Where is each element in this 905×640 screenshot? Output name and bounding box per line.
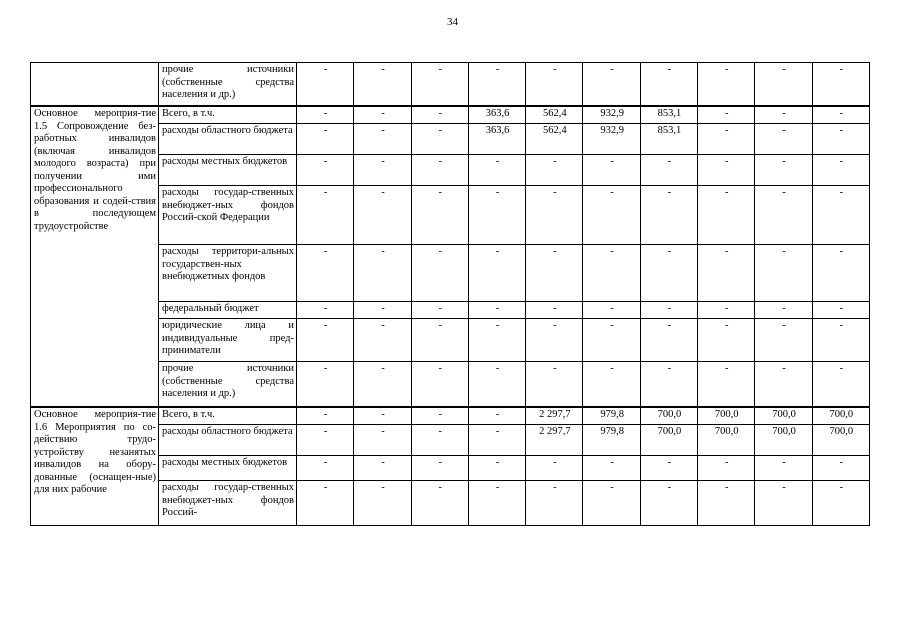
value-cell: - <box>468 245 525 302</box>
value-cell: - <box>297 186 354 245</box>
funding-source-cell: Всего, в т.ч. <box>159 106 297 124</box>
value-cell: 562,4 <box>526 124 583 155</box>
value-cell: - <box>698 124 755 155</box>
value-cell: - <box>354 362 411 408</box>
value-cell: - <box>468 155 525 186</box>
table-body <box>31 63 870 526</box>
value-cell: - <box>526 245 583 302</box>
value-cell: - <box>583 362 640 408</box>
value-cell: - <box>640 302 697 319</box>
value-cell: - <box>354 106 411 124</box>
value-cell: - <box>297 481 354 526</box>
value-cell: - <box>354 302 411 319</box>
value-cell: 700,0 <box>755 425 812 456</box>
value-cell: - <box>411 425 468 456</box>
value-cell: 700,0 <box>640 407 697 425</box>
value-cell: - <box>698 245 755 302</box>
funding-source-cell: расходы областного бюджета <box>159 124 297 155</box>
value-cell: 932,9 <box>583 106 640 124</box>
value-cell: - <box>526 186 583 245</box>
value-cell: - <box>812 245 869 302</box>
event-name-cell: Основное мероприя-тие 1.6 Мероприятия по со-действию трудо-устройству незанятых инвалидов на обору-дованные (оснащен-ные) для них рабочие <box>31 407 159 526</box>
funding-source-cell: расходы государ-ственных внебюджет-ных фондов Россий- <box>159 481 297 526</box>
event-name-cell: Основное мероприя-тие 1.5 Сопровождение без-работных инвалидов (включая инвалидов молодого возраста) при получении ими профессионального образования и содей-ствия в последующем трудоустройстве <box>31 106 159 407</box>
value-cell: - <box>812 302 869 319</box>
value-cell: - <box>812 362 869 408</box>
value-cell: 2 297,7 <box>526 407 583 425</box>
value-cell: 932,9 <box>583 124 640 155</box>
value-cell: 700,0 <box>812 425 869 456</box>
value-cell: - <box>354 155 411 186</box>
value-cell: - <box>812 186 869 245</box>
value-cell: - <box>411 362 468 408</box>
value-cell: - <box>755 362 812 408</box>
value-cell: 700,0 <box>698 407 755 425</box>
table-row <box>31 63 870 107</box>
value-cell: - <box>640 362 697 408</box>
event-cell-empty <box>31 63 159 107</box>
page-number: 34 <box>447 16 458 28</box>
value-cell: - <box>755 456 812 481</box>
value-cell: - <box>411 186 468 245</box>
value-cell: - <box>297 63 354 107</box>
value-cell: - <box>411 481 468 526</box>
value-cell: - <box>297 319 354 362</box>
value-cell: 853,1 <box>640 124 697 155</box>
table-row <box>31 106 870 124</box>
value-cell: - <box>354 481 411 526</box>
value-cell: - <box>411 155 468 186</box>
value-cell: - <box>583 319 640 362</box>
funding-source-cell: прочие источники (собственные средства населения и др.) <box>159 362 297 408</box>
value-cell: - <box>755 106 812 124</box>
value-cell: - <box>755 481 812 526</box>
table-row <box>31 407 870 425</box>
value-cell: - <box>583 63 640 107</box>
value-cell: - <box>583 302 640 319</box>
funding-source-cell: расходы областного бюджета <box>159 425 297 456</box>
value-cell: - <box>640 186 697 245</box>
value-cell: - <box>468 319 525 362</box>
value-cell: - <box>354 407 411 425</box>
value-cell: - <box>812 124 869 155</box>
value-cell: - <box>812 106 869 124</box>
value-cell: - <box>354 425 411 456</box>
value-cell: - <box>411 106 468 124</box>
value-cell: - <box>468 425 525 456</box>
value-cell: - <box>468 186 525 245</box>
value-cell: - <box>411 302 468 319</box>
funding-source-cell: расходы местных бюджетов <box>159 456 297 481</box>
value-cell: - <box>698 362 755 408</box>
value-cell: - <box>755 302 812 319</box>
value-cell: - <box>526 319 583 362</box>
value-cell: - <box>526 302 583 319</box>
value-cell: - <box>640 481 697 526</box>
value-cell: - <box>698 302 755 319</box>
value-cell: - <box>468 302 525 319</box>
value-cell: - <box>698 319 755 362</box>
value-cell: - <box>755 319 812 362</box>
funding-source-cell: расходы территори-альных государствен-ных внебюджетных фондов <box>159 245 297 302</box>
value-cell: 700,0 <box>640 425 697 456</box>
funding-source-cell: прочие источники (собственные средства населения и др.) <box>159 63 297 107</box>
value-cell: - <box>583 155 640 186</box>
funding-source-cell: Всего, в т.ч. <box>159 407 297 425</box>
value-cell: - <box>354 186 411 245</box>
value-cell: 700,0 <box>698 425 755 456</box>
value-cell: - <box>354 63 411 107</box>
value-cell: - <box>526 155 583 186</box>
value-cell: - <box>297 425 354 456</box>
value-cell: 853,1 <box>640 106 697 124</box>
value-cell: - <box>698 481 755 526</box>
value-cell: - <box>640 245 697 302</box>
value-cell: - <box>297 155 354 186</box>
budget-table <box>30 62 870 526</box>
value-cell: - <box>755 124 812 155</box>
value-cell: - <box>812 155 869 186</box>
value-cell: - <box>755 63 812 107</box>
value-cell: 979,8 <box>583 425 640 456</box>
value-cell: - <box>640 456 697 481</box>
value-cell: - <box>755 155 812 186</box>
value-cell: - <box>411 245 468 302</box>
value-cell: - <box>297 407 354 425</box>
value-cell: - <box>411 124 468 155</box>
value-cell: 363,6 <box>468 124 525 155</box>
value-cell: - <box>526 456 583 481</box>
funding-source-cell: юридические лица и индивидуальные пред-приниматели <box>159 319 297 362</box>
value-cell: - <box>468 63 525 107</box>
value-cell: - <box>583 456 640 481</box>
value-cell: - <box>354 319 411 362</box>
value-cell: - <box>297 124 354 155</box>
value-cell: - <box>526 63 583 107</box>
value-cell: - <box>468 456 525 481</box>
value-cell: - <box>583 186 640 245</box>
value-cell: - <box>698 155 755 186</box>
value-cell: 700,0 <box>755 407 812 425</box>
value-cell: - <box>526 362 583 408</box>
value-cell: - <box>640 63 697 107</box>
value-cell: 363,6 <box>468 106 525 124</box>
value-cell: 700,0 <box>812 407 869 425</box>
funding-source-cell: расходы государ-ственных внебюджет-ных фондов Россий-ской Федерации <box>159 186 297 245</box>
value-cell: - <box>812 456 869 481</box>
value-cell: - <box>354 245 411 302</box>
value-cell: - <box>411 407 468 425</box>
value-cell: - <box>526 481 583 526</box>
value-cell: - <box>583 481 640 526</box>
value-cell: - <box>468 407 525 425</box>
value-cell: - <box>698 63 755 107</box>
funding-source-cell: расходы местных бюджетов <box>159 155 297 186</box>
value-cell: 562,4 <box>526 106 583 124</box>
value-cell: - <box>297 362 354 408</box>
value-cell: - <box>411 456 468 481</box>
value-cell: - <box>297 456 354 481</box>
value-cell: - <box>812 63 869 107</box>
value-cell: - <box>698 186 755 245</box>
value-cell: - <box>468 362 525 408</box>
value-cell: - <box>297 302 354 319</box>
value-cell: - <box>297 245 354 302</box>
value-cell: - <box>812 481 869 526</box>
value-cell: - <box>411 63 468 107</box>
value-cell: - <box>640 319 697 362</box>
value-cell: - <box>468 481 525 526</box>
value-cell: - <box>698 456 755 481</box>
value-cell: - <box>297 106 354 124</box>
value-cell: - <box>411 319 468 362</box>
value-cell: - <box>812 319 869 362</box>
funding-source-cell: федеральный бюджет <box>159 302 297 319</box>
value-cell: - <box>755 186 812 245</box>
value-cell: - <box>698 106 755 124</box>
value-cell: - <box>354 124 411 155</box>
value-cell: - <box>755 245 812 302</box>
value-cell: - <box>583 245 640 302</box>
value-cell: - <box>354 456 411 481</box>
value-cell: - <box>640 155 697 186</box>
value-cell: 979,8 <box>583 407 640 425</box>
value-cell: 2 297,7 <box>526 425 583 456</box>
